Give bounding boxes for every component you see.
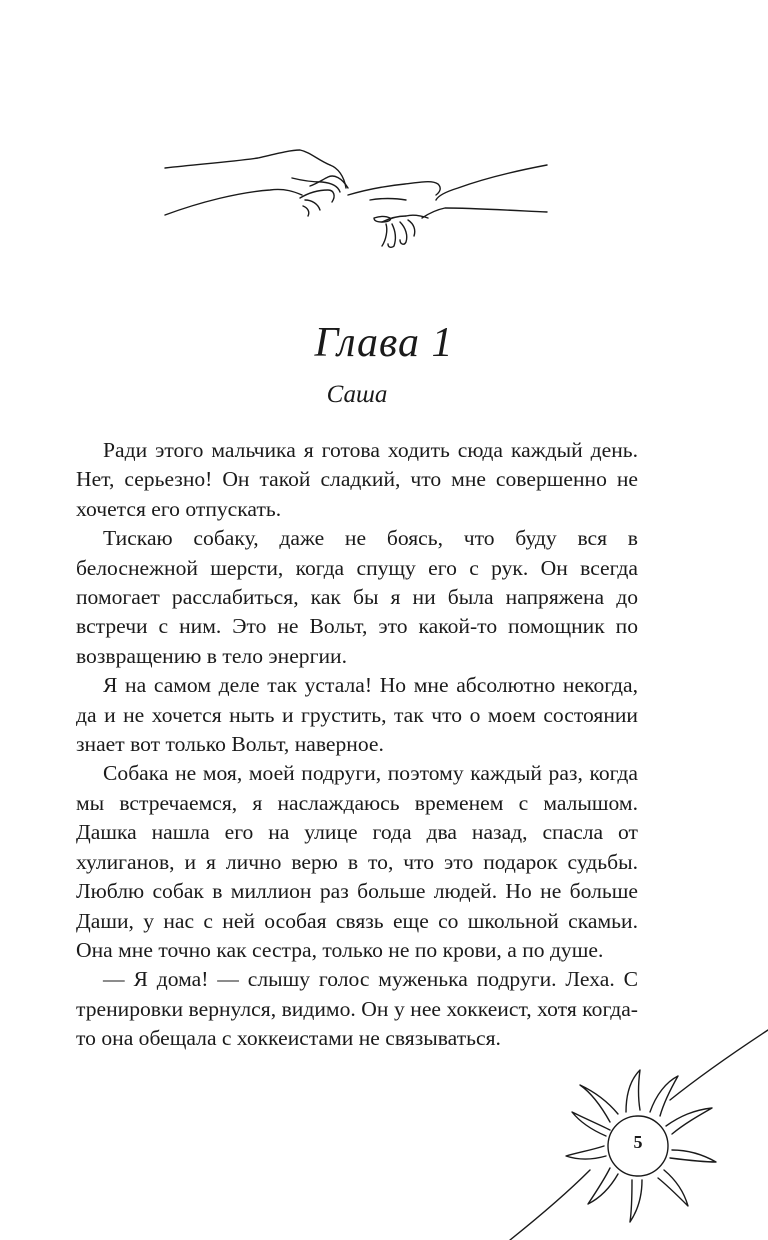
page-number: 5 bbox=[633, 1132, 643, 1152]
chapter-title: Глава 1 bbox=[314, 320, 454, 366]
chapter-body bbox=[76, 436, 638, 1054]
sun-icon bbox=[480, 1000, 768, 1240]
paragraph: Ради этого мальчика я готова ходить сюда каждый день. Нет, серьезно! Он такой сладкий, что мне совершенно не хочется его отпускать. bbox=[76, 438, 638, 521]
paragraph: Собака не моя, моей подруги, поэтому каждый раз, когда мы встречаемся, я наслаждаюсь временем с малышом. Дашка нашла его на улице года два назад, спасла от хулиганов, и я лично верю в то, что это подарок судьбы. Люблю собак в миллион раз больше людей. Но не больше Даши, у нас с ней особая связь еще со школьной скамьи. Она мне точно как сестра, только не по крови, а по душе. bbox=[76, 761, 638, 962]
paragraph: — Я дома! — слышу голос муженька подруги. Леха. С тренировки вернулся, видимо. Он у нее хоккеист, хотя когда-то она обещала с хоккеистами не связываться. bbox=[76, 967, 638, 1051]
chapter-subtitle: Саша bbox=[326, 381, 388, 408]
hands-reaching-icon bbox=[160, 140, 555, 255]
paragraph: Я на самом деле так устала! Но мне абсолютно некогда, да и не хочется ныть и грустить, так что о моем состоянии знает вот только Вольт, наверное. bbox=[76, 673, 638, 757]
paragraph: Тискаю собаку, даже не боясь, что буду вся в белоснежной шерсти, когда спущу его с рук. Он всегда помогает расслабиться, как бы я ни была напряжена до встречи с ним. Это не Вольт, это какой-то помощник по возвращению в тело энергии. bbox=[76, 526, 638, 668]
